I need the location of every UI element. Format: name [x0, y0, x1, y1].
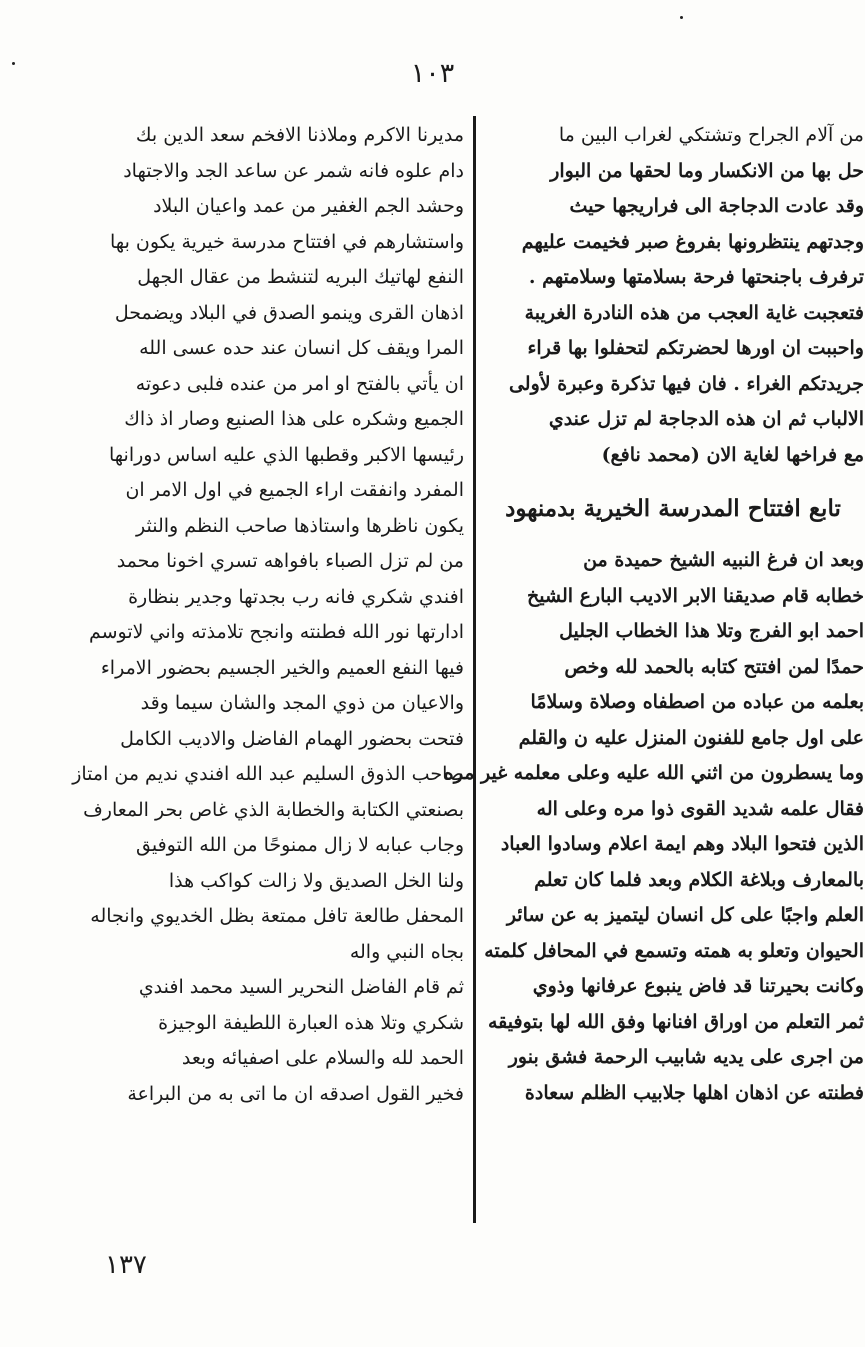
text-line: بجاه النبي واله — [349, 940, 464, 963]
text-line: المفرد وانفقت اراء الجميع في اول الامر ان — [125, 479, 464, 501]
text-line: اذهان القرى وينمو الصدق في البلاد ويضمحل — [114, 301, 464, 324]
text-line: وقد عادت الدجاجة الى فراريجها حيث — [569, 195, 864, 217]
text-line: فتحت بحضور الهمام الفاضل والاديب الكامل — [120, 727, 464, 750]
text-line: والاعيان من ذوي المجد والشان سيما وقد — [140, 692, 464, 714]
text-line: وكانت بحيرتنا قد فاض ينبوع عرفانها وذوي — [532, 975, 864, 997]
text-line: جريدتكم الغراء . فان فيها تذكرة وعبرة لأولى — [508, 372, 864, 395]
text-line: المرا ويقف كل انسان عند حده عسى الله — [139, 337, 464, 359]
text-line: من آلام الجراح وتشتكي لغراب البين ما — [558, 124, 864, 146]
text-line: يكون ناظرها واستاذها صاحب النظم والنثر — [136, 514, 464, 537]
text-line: وجاب عبابه لا زال ممنوحًا من الله التوفيق — [135, 834, 464, 856]
column-divider — [473, 116, 476, 1223]
text-line: مديرنا الاكرم وملاذنا الافخم سعد الدين بك — [135, 124, 464, 146]
text-line: افندي شكري فانه رب بجدتها وجدير بنظارة — [128, 585, 464, 608]
text-line: النفع لهاتيك البريه لتنشط من عقال الجهل — [137, 266, 464, 288]
text-line: ترفرف باجنحتها فرحة بسلامتها وسلامتهم . — [528, 266, 864, 288]
text-line: احمد ابو الفرج وتلا هذا الخطاب الجليل — [559, 620, 864, 642]
text-line: ادارتها نور الله فطنته وانجح تلامذته واني لاتوسم — [88, 621, 464, 643]
text-line: ولنا الخل الصديق ولا زالت كواكب هذا — [168, 869, 464, 892]
scan-speck — [680, 16, 683, 19]
text-line: فقال علمه شديد القوى ذوا مره وعلى اله — [536, 797, 864, 820]
left-column — [72, 118, 464, 1112]
text-line: وجدتهم ينتظرونها بفروغ صبر فخيمت عليهم — [521, 230, 864, 253]
text-line: من لم تزل الصباء بافواهه تسري اخونا محمد — [116, 550, 464, 572]
text-line: بعلمه من عباده من اصطفاه وصلاة وسلامًا — [530, 691, 864, 713]
text-line: وما يسطرون من اثني الله عليه وعلى معلمه غير مره — [443, 762, 864, 784]
text-line: صاحب الذوق السليم عبد الله افندي نديم من امتاز — [72, 763, 464, 785]
text-line: فيها النفع العميم والخير الجسيم بحضور الامراء — [100, 656, 464, 679]
text-line: وبعد ان فرغ النبيه الشيخ حميدة من — [583, 549, 864, 571]
text-line: الجميع وشكره على هذا الصنيع وصار اذ ذاك — [124, 408, 464, 430]
page-number-bottom: ١٣٧ — [105, 1250, 147, 1280]
text-line: وحشد الجم الغفير من عمد واعيان البلاد — [153, 195, 464, 217]
text-line: فطنته عن اذهان اهلها جلابيب الظلم سعادة — [524, 1081, 864, 1104]
text-line: الالباب ثم ان هذه الدجاجة لم تزل عندي — [548, 408, 864, 430]
right-column — [443, 118, 864, 1111]
text-line: خطابه قام صديقنا الابر الاديب البارع الشيخ — [527, 584, 864, 607]
page-number-top: ١٠٣ — [410, 58, 455, 89]
text-line: المحفل طالعة تافل ممتعة بظل الخديوي وانجاله — [90, 905, 464, 927]
text-line: حل بها من الانكسار وما لحقها من البوار — [550, 159, 864, 182]
text-line: فخير القول اصدقه ان ما اتى به من البراعة — [127, 1082, 464, 1105]
text-line: دام علوه فانه شمر عن ساعد الجد والاجتهاد — [123, 159, 464, 182]
text-line: واستشارهم في افتتاح مدرسة خيرية يكون بها — [110, 230, 464, 253]
text-line: الحمد لله والسلام على اصفيائه وبعد — [181, 1047, 464, 1069]
text-line: العلم واجبًا على كل انسان ليتميز به عن سائر — [506, 904, 864, 926]
text-line: بالمعارف وبلاغة الكلام وبعد فلما كان تعلم — [534, 868, 864, 891]
section-heading: تابع افتتاح المدرسة الخيرية بدمنهود — [505, 495, 841, 522]
text-line: رئيسها الاكبر وقطبها الذي عليه اساس دورانها — [109, 443, 464, 466]
text-line: مع فراخها لغاية الان (محمد نافع) — [601, 443, 864, 466]
text-line: ان يأتي بالفتح او امر من عنده فلبى دعوته — [135, 372, 464, 395]
text-line: ثمر التعلم من اوراق افنانها وفق الله لها بتوفيقه — [487, 1010, 864, 1033]
text-line: واحببت ان اورها لحضرتكم لتحفلوا بها قراء — [527, 337, 864, 359]
text-line: الذين فتحوا البلاد وهم ايمة اعلام وسادوا العباد — [500, 833, 864, 855]
text-line: الحيوان وتعلو به همته وتسمع في المحافل كلمته — [484, 939, 864, 962]
text-line: على اول جامع للفنون المنزل عليه ن والقلم — [518, 726, 864, 749]
text-line: بصنعتي الكتابة والخطابة الذي غاص بحر المعارف — [83, 798, 464, 821]
text-line: ثم قام الفاضل النحرير السيد محمد افندي — [138, 976, 464, 998]
text-line: حمدًا لمن افتتح كتابه بالحمد لله وخص — [564, 655, 864, 678]
text-line: من اجرى على يديه شابيب الرحمة فشق بنور — [508, 1046, 864, 1068]
text-line: فتعجبت غاية العجب من هذه النادرة الغريبة — [524, 301, 864, 324]
text-line: شكري وتلا هذه العبارة اللطيفة الوجيزة — [158, 1011, 464, 1034]
